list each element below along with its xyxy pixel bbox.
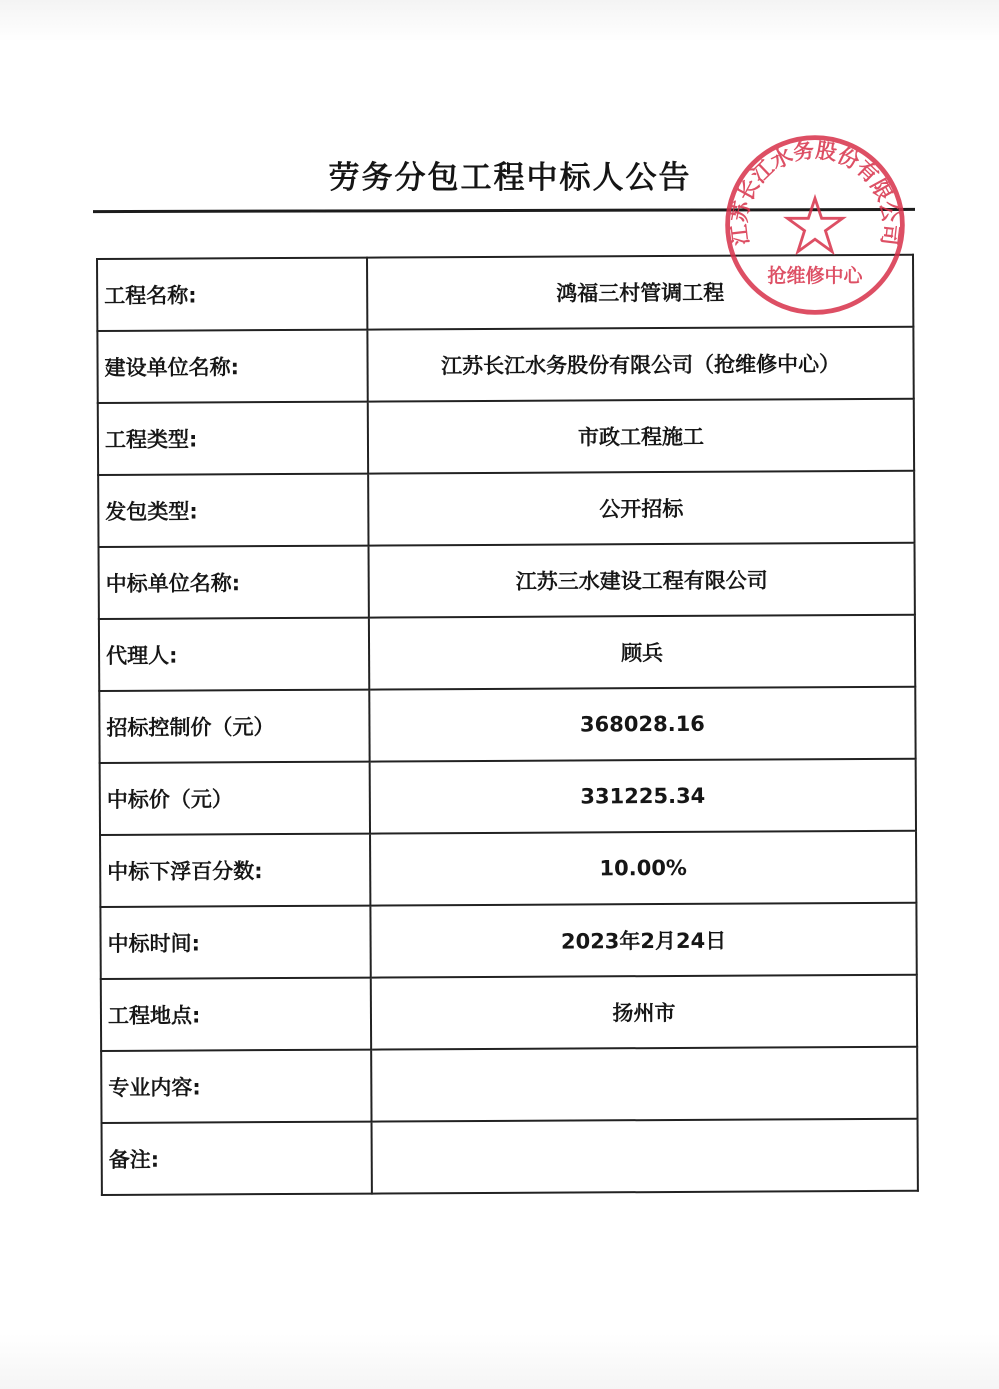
table-row	[100, 831, 916, 907]
seal-star-icon	[787, 198, 842, 251]
company-seal	[720, 130, 910, 320]
table-row	[99, 543, 915, 619]
row-value: 江苏三水建设工程有限公司	[369, 543, 915, 618]
table-row	[101, 975, 917, 1051]
row-label: 中标单位名称:	[99, 546, 369, 619]
row-value	[372, 1119, 918, 1194]
row-value: 顾兵	[369, 615, 915, 690]
table-row	[98, 471, 914, 547]
table-row	[98, 399, 914, 475]
table-row	[100, 759, 916, 835]
row-label: 代理人:	[99, 618, 369, 691]
row-label: 建设单位名称:	[97, 330, 367, 403]
row-value: 扬州市	[371, 975, 917, 1050]
table-row	[99, 615, 915, 691]
row-value: 鸿福三村管调工程	[367, 255, 913, 330]
row-value: 江苏长江水务股份有限公司（抢维修中心）	[367, 327, 913, 402]
table-row	[101, 1047, 917, 1123]
page-title: 劳务分包工程中标人公告	[328, 160, 692, 196]
row-value: 市政工程施工	[368, 399, 914, 474]
row-label: 中标价（元）	[100, 762, 370, 835]
row-value: 2023年2月24日	[370, 903, 916, 978]
seal-company-text	[727, 138, 903, 246]
row-label: 备注:	[102, 1122, 372, 1195]
seal-company-path: 江苏长江水务股份有限公司	[726, 138, 904, 247]
row-value: 10.00%	[370, 831, 916, 906]
row-value: 公开招标	[368, 471, 914, 546]
row-label: 招标控制价（元）	[99, 690, 369, 763]
row-value: 368028.16	[369, 687, 915, 762]
seal-subtext: 抢维修中心	[767, 265, 863, 287]
row-label: 发包类型:	[98, 474, 368, 547]
row-label: 中标下浮百分数:	[100, 834, 370, 907]
table-row	[100, 903, 916, 979]
row-label: 工程地点:	[101, 978, 371, 1051]
table-row	[97, 327, 913, 403]
row-label: 专业内容:	[101, 1050, 371, 1123]
table-row	[99, 687, 915, 763]
row-value	[371, 1047, 917, 1122]
row-label: 工程类型:	[98, 402, 368, 475]
row-label: 中标时间:	[100, 906, 370, 979]
row-label: 工程名称:	[97, 258, 367, 331]
notice-table	[96, 254, 919, 1196]
table-row	[102, 1119, 918, 1195]
row-value: 331225.34	[370, 759, 916, 834]
